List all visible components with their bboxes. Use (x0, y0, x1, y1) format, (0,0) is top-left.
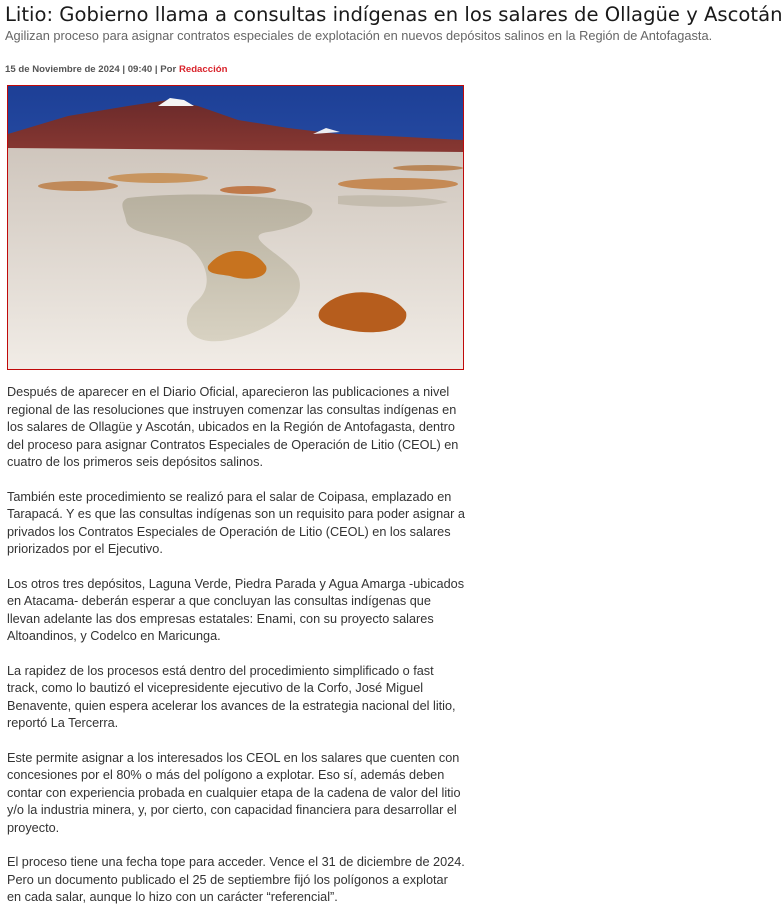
article-subtitle: Agilizan proceso para asignar contratos especiales de explotación en nuevos depósitos salinos en la Región de Antofagasta. (5, 28, 713, 43)
article-title: Litio: Gobierno llama a consultas indígenas en los salares de Ollagüe y Ascotán (5, 3, 783, 26)
article-body (7, 384, 465, 924)
article-meta (5, 64, 227, 75)
by-label: Por (160, 64, 177, 75)
article-paragraph: La rapidez de los procesos está dentro del procedimiento simplificado o fast track, como lo bautizó el vicepresidente ejecutivo de la Corfo, José Miguel Benavente, quien espera acelerar los avances de la estrategia nacional del litio, reportó La Tercerra. (7, 663, 456, 730)
article-paragraph: Los otros tres depósitos, Laguna Verde, Piedra Parada y Agua Amarga -ubicados en Atacama- deberán esperar a que concluyan las consultas indígenas que llevan adelante las dos empresas estatales: Enami, con su proyecto salares Altoandinos, y Codelco en Maricunga. (7, 576, 465, 643)
meta-separator: | (122, 64, 128, 75)
article-photo (7, 85, 464, 370)
author-link[interactable]: Redacción (178, 64, 228, 75)
article-paragraph: También este procedimiento se realizó para el salar de Coipasa, emplazado en Tarapacá. Y es que las consultas indígenas son un requisito para poder asignar a privados los Contratos Especiales de Operación de Litio (CEOL) en los salares priorizados por el Ejecutivo. (7, 489, 465, 556)
article-paragraph: El proceso tiene una fecha tope para acceder. Vence el 31 de diciembre de 2024. Pero un documento publicado el 25 de septiembre fijó los polígonos a explotar en cada salar, aunque lo hizo con un carácter “referencial”. (7, 855, 465, 904)
salt-flat-photo (8, 86, 463, 369)
meta-separator: | (154, 64, 161, 75)
article-paragraph: Este permite asignar a los interesados los CEOL en los salares que cuenten con concesiones por el 80% o más del polígono a explotar. Eso sí, además deben contar con experiencia probada en cualquier etapa de la cadena de valor del litio y/o la industria minera, y, por cierto, con capacidad financiera para desarrollar el proyecto. (7, 750, 461, 835)
article-paragraph: Después de aparecer en el Diario Oficial, aparecieron las publicaciones a nivel regional de las resoluciones que instruyen comenzar las consultas indígenas en los salares de Ollagüe y Ascotán, ubicados en la Región de Antofagasta, dentro del proceso para asignar Contratos Especiales de Operación de Litio (CEOL) en cuatro de los primeros seis depósitos salinos. (7, 385, 459, 469)
publish-time: 09:40 (127, 64, 153, 75)
publish-date: 15 de Noviembre de 2024 (5, 64, 120, 75)
